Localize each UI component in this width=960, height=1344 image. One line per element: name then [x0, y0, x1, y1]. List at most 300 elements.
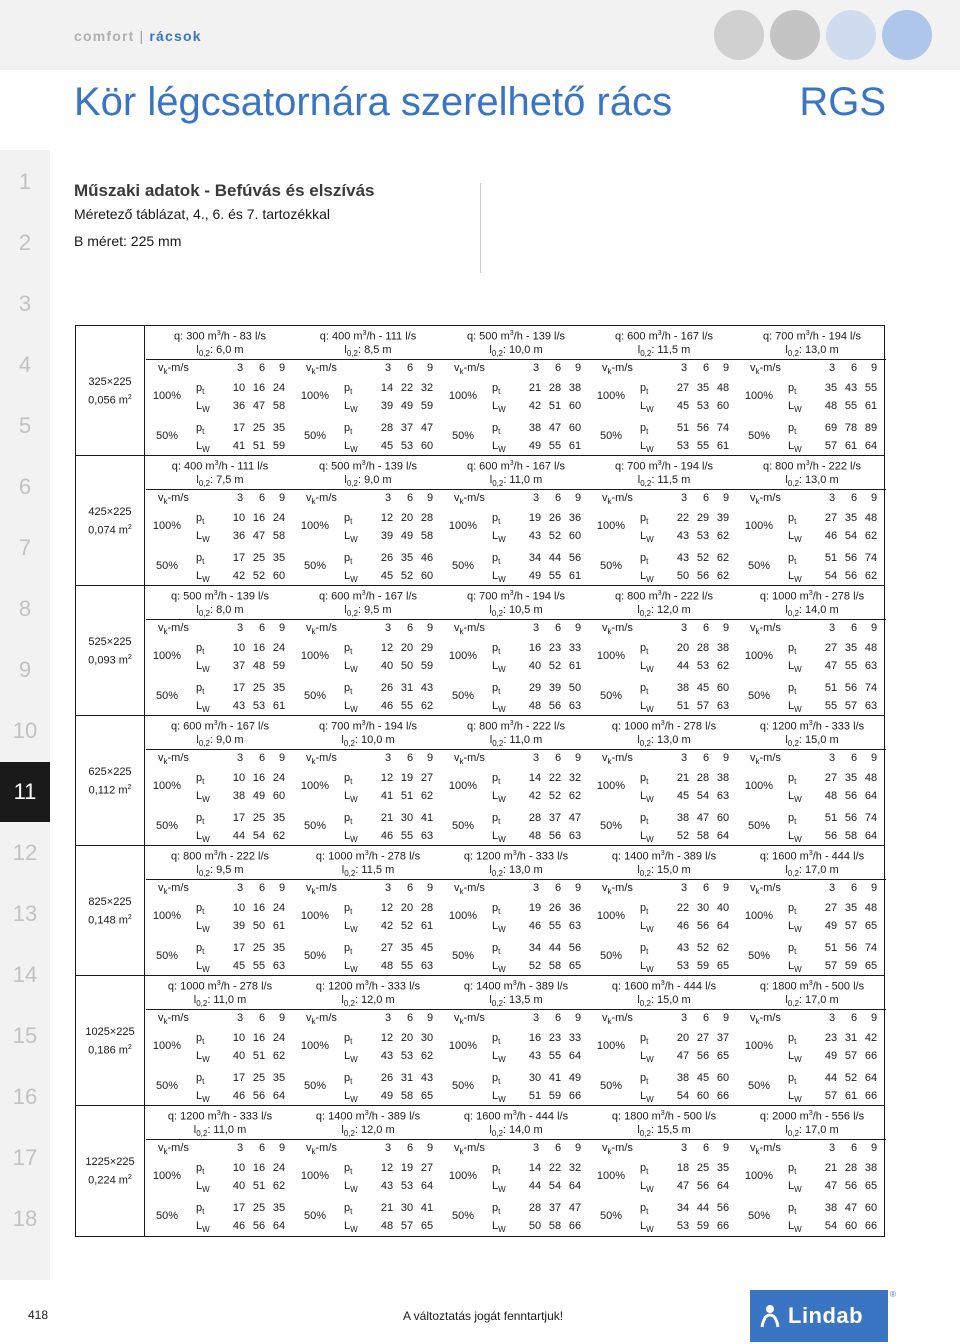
throw-symbol: l: [341, 734, 344, 746]
sound-symbol-symbol: L: [196, 530, 203, 542]
sound-symbol-symbol: L: [788, 1090, 795, 1102]
velocity-label-symbol: v: [454, 492, 460, 504]
airflow-rate: [590, 720, 738, 733]
pressure-symbol: [196, 682, 205, 697]
logo-text: Lindab: [788, 1303, 864, 1328]
damper-opening: 100%: [152, 650, 182, 662]
throw-subscript: 0,2: [491, 349, 503, 359]
sound-label: [344, 1090, 358, 1104]
sound-value: 59: [272, 440, 286, 452]
throw-subscript: 0,2: [787, 479, 799, 489]
flow-block: [146, 976, 294, 1106]
sound-label: [640, 660, 654, 674]
sound-value: 53: [400, 440, 414, 452]
airflow-rest: /h - 222 l/s: [809, 460, 862, 473]
pressure-symbol-subscript: t: [646, 1037, 649, 1047]
airflow-rate: [442, 980, 590, 993]
sound-symbol-subscript: W: [794, 965, 802, 975]
pressure-symbol-subscript: t: [350, 427, 353, 437]
throw-value: : 9,0 m: [357, 474, 392, 486]
free-area: [88, 650, 132, 669]
pressure-symbol-symbol: p: [196, 772, 203, 784]
sound-value: 41: [380, 790, 394, 802]
sound-symbol-symbol: L: [344, 700, 351, 712]
airflow-unit-exponent: 3: [808, 590, 813, 597]
sound-value: 64: [272, 1090, 286, 1102]
sound-value: 40: [380, 660, 394, 672]
pressure-value: 32: [420, 382, 434, 394]
sound-symbol-subscript: W: [202, 925, 210, 935]
pressure-value: 32: [568, 1162, 582, 1174]
pressure-symbol-subscript: t: [202, 687, 205, 697]
pressure-symbol-symbol: p: [492, 902, 499, 914]
sound-symbol-symbol: L: [640, 570, 647, 582]
pressure-value: 37: [548, 1202, 562, 1214]
damper-opening: 100%: [596, 780, 626, 792]
flow-block: [294, 846, 442, 976]
sound-symbol: [788, 960, 802, 975]
throw-value: : 9,5 m: [209, 864, 244, 876]
sound-label: [196, 570, 210, 584]
sound-symbol-subscript: W: [794, 535, 802, 545]
velocity-label-unit: -m/s: [167, 882, 189, 894]
header-rule: [738, 359, 886, 360]
sound-value: 66: [568, 1090, 582, 1102]
sound-value: 64: [568, 1050, 582, 1062]
airflow-rate: [590, 1110, 738, 1123]
sound-value: 58: [272, 400, 286, 412]
pressure-value: 38: [716, 642, 730, 654]
throw-distance: [738, 474, 886, 488]
chapter-nav-item[interactable]: 6: [18, 474, 32, 499]
damper-opening: 50%: [599, 560, 623, 572]
velocity-col-6: 6: [406, 1142, 414, 1154]
chapter-nav-item[interactable]: 10: [12, 718, 38, 743]
throw-distance: [294, 474, 442, 488]
velocity-col-3: 3: [828, 1012, 836, 1024]
pressure-label: [196, 382, 204, 396]
sound-symbol-subscript: W: [202, 535, 210, 545]
velocity-label-subscript: k: [607, 1147, 612, 1157]
sound-symbol: [640, 400, 654, 415]
grille-size: 1225×225: [85, 1155, 135, 1168]
chapter-nav-item[interactable]: 2: [18, 230, 32, 255]
airflow-rest: /h - 222 l/s: [661, 590, 714, 603]
damper-opening: 100%: [300, 910, 330, 922]
pressure-symbol: [196, 1202, 205, 1217]
chapter-nav-item[interactable]: 8: [18, 596, 32, 621]
chapter-nav-item[interactable]: 7: [18, 535, 32, 560]
sound-symbol-subscript: W: [202, 445, 210, 455]
throw-value: : 9,0 m: [209, 734, 244, 746]
airflow-rest: /h - 333 l/s: [516, 850, 569, 863]
pressure-value: 24: [272, 642, 286, 654]
pressure-symbol: [788, 382, 797, 397]
throw-subscript: 0,2: [196, 1129, 208, 1139]
chapter-nav-item[interactable]: 16: [12, 1084, 38, 1109]
pressure-symbol-subscript: t: [350, 687, 353, 697]
pressure-value: 56: [844, 682, 858, 694]
velocity-label: [158, 752, 189, 767]
throw-symbol: l: [344, 604, 347, 616]
velocity-label-symbol: v: [306, 362, 312, 374]
flow-block: [294, 586, 442, 716]
flow-block: [442, 326, 590, 456]
pressure-symbol-symbol: p: [196, 942, 203, 954]
pressure-symbol-symbol: p: [640, 642, 647, 654]
pressure-value: 33: [568, 642, 582, 654]
sound-value: 66: [864, 1050, 878, 1062]
airflow-rest: /h - 333 l/s: [368, 980, 421, 993]
pressure-value: 17: [232, 552, 246, 564]
pressure-value: 30: [400, 1202, 414, 1214]
airflow-unit-exponent: 3: [660, 720, 665, 727]
header-rule: [294, 1139, 442, 1140]
chapter-nav-item[interactable]: 11: [0, 762, 50, 822]
sound-value: 56: [696, 570, 710, 582]
pressure-label: [492, 422, 500, 436]
pressure-value: 43: [844, 382, 858, 394]
airflow-unit-exponent: 3: [509, 330, 514, 337]
velocity-header: [454, 752, 485, 766]
pressure-value: 20: [676, 642, 690, 654]
velocity-label-subscript: k: [755, 367, 760, 377]
damper-opening: 100%: [448, 910, 478, 922]
pressure-label: [640, 382, 648, 396]
throw-value: : 17,0 m: [798, 994, 839, 1006]
sound-symbol-subscript: W: [350, 1225, 358, 1235]
sound-value: 44: [232, 830, 246, 842]
pressure-symbol: [788, 422, 797, 437]
airflow-rest: /h - 278 l/s: [664, 720, 717, 733]
sound-value: 48: [528, 830, 542, 842]
throw-symbol: l: [489, 604, 492, 616]
velocity-label-unit: -m/s: [611, 362, 633, 374]
velocity-header: [602, 1012, 633, 1026]
sound-symbol: [640, 700, 654, 715]
airflow-value: q: 600 m: [170, 720, 214, 733]
sound-symbol-symbol: L: [640, 1090, 647, 1102]
sound-value: 65: [864, 1180, 878, 1192]
pressure-symbol-symbol: p: [196, 1162, 203, 1174]
throw-subscript: 0,2: [346, 609, 358, 619]
sound-label: [492, 1090, 506, 1104]
velocity-header: [306, 882, 337, 896]
sound-value: 66: [568, 1220, 582, 1232]
airflow-rest: /h - 556 l/s: [812, 1110, 865, 1123]
header-rule: [146, 749, 294, 750]
pressure-label: [640, 1032, 648, 1046]
table-description: Méretező táblázat, 4., 6. és 7. tartozékkal: [74, 206, 331, 222]
chapter-nav-item[interactable]: 14: [12, 962, 38, 987]
velocity-col-6: 6: [554, 622, 562, 634]
pressure-symbol: [492, 1202, 501, 1217]
sound-value: 57: [824, 1090, 838, 1102]
sound-symbol-symbol: L: [492, 440, 499, 452]
pressure-symbol: [492, 902, 501, 917]
throw-symbol: l: [489, 1124, 492, 1136]
velocity-col-9: 9: [870, 1012, 878, 1024]
pressure-symbol-subscript: t: [794, 1207, 797, 1217]
velocity-col-6: 6: [406, 752, 414, 764]
sound-value: 36: [232, 530, 246, 542]
pressure-value: 20: [400, 512, 414, 524]
pressure-symbol: [196, 642, 205, 657]
pressure-value: 20: [400, 902, 414, 914]
pressure-value: 24: [272, 1162, 286, 1174]
velocity-header: [602, 492, 633, 506]
pressure-symbol: [344, 1202, 353, 1217]
velocity-col-9: 9: [870, 882, 878, 894]
pressure-symbol: [640, 512, 649, 527]
throw-symbol: l: [637, 474, 641, 486]
size-b-description: B méret: 225 mm: [74, 233, 182, 249]
airflow-unit-exponent: 3: [512, 980, 517, 987]
damper-opening: 50%: [155, 430, 179, 442]
sound-value: 63: [864, 700, 878, 712]
throw-symbol: l: [785, 1124, 788, 1136]
flow-block: [738, 586, 886, 716]
throw-value: : 11,0 m: [207, 1124, 247, 1136]
free-area-unit-exponent: 2: [127, 913, 132, 921]
sound-symbol-subscript: W: [794, 835, 802, 845]
pressure-value: 56: [716, 1202, 730, 1214]
pressure-label: [788, 642, 796, 656]
airflow-rest: /h - 111 l/s: [366, 330, 417, 343]
sound-symbol: [640, 830, 654, 845]
velocity-col-9: 9: [278, 752, 286, 764]
sound-symbol-symbol: L: [492, 1090, 499, 1102]
damper-opening: 50%: [599, 1210, 623, 1222]
velocity-col-9: 9: [574, 622, 582, 634]
pressure-value: 60: [716, 812, 730, 824]
sound-label: [788, 790, 802, 804]
chapter-nav-item[interactable]: 13: [12, 901, 38, 926]
sound-value: 64: [864, 830, 878, 842]
header-rule: [146, 1009, 294, 1010]
sound-value: 56: [548, 700, 562, 712]
damper-opening: 100%: [448, 650, 478, 662]
sound-symbol: [788, 530, 802, 545]
sound-value: 61: [568, 660, 582, 672]
velocity-header: [602, 622, 633, 636]
pressure-value: 74: [864, 682, 878, 694]
pressure-label: [344, 512, 352, 526]
pressure-value: 44: [824, 1072, 838, 1084]
velocity-label-symbol: v: [306, 1142, 312, 1154]
pressure-symbol-subscript: t: [794, 1167, 797, 1177]
sound-symbol-subscript: W: [350, 965, 358, 975]
velocity-label-symbol: v: [158, 1012, 164, 1024]
pressure-symbol-subscript: t: [350, 817, 353, 827]
velocity-label-symbol: v: [454, 752, 460, 764]
velocity-col-9: 9: [426, 492, 434, 504]
pressure-value: 36: [568, 902, 582, 914]
grille-size: 1025×225: [85, 1025, 135, 1038]
velocity-label-subscript: k: [311, 367, 316, 377]
pressure-value: 23: [824, 1032, 838, 1044]
sound-label: [788, 1090, 802, 1104]
pressure-value: 31: [400, 1072, 414, 1084]
sound-label: [640, 440, 654, 454]
velocity-label-symbol: v: [750, 1142, 756, 1154]
sound-symbol-symbol: L: [788, 960, 795, 972]
pressure-symbol-subscript: t: [202, 557, 205, 567]
pressure-value: 28: [528, 1202, 542, 1214]
throw-subscript: 0,2: [787, 349, 799, 359]
sound-symbol-subscript: W: [350, 1185, 358, 1195]
pressure-symbol: [196, 1162, 205, 1177]
pressure-value: 19: [528, 902, 542, 914]
sound-symbol-symbol: L: [492, 570, 499, 582]
pressure-symbol-symbol: p: [492, 642, 499, 654]
sound-symbol: [640, 530, 654, 545]
sound-symbol-subscript: W: [646, 665, 654, 675]
velocity-label-subscript: k: [311, 757, 316, 767]
chapter-nav-item[interactable]: 15: [12, 1023, 38, 1048]
pressure-symbol-symbol: p: [344, 682, 351, 694]
pressure-label: [196, 1032, 204, 1046]
airflow-value: q: 1600 m: [759, 850, 809, 863]
pressure-value: 24: [272, 512, 286, 524]
sound-value: 56: [844, 1180, 858, 1192]
velocity-header: [750, 1012, 781, 1026]
velocity-col-9: 9: [426, 882, 434, 894]
sound-value: 56: [824, 830, 838, 842]
pressure-symbol-subscript: t: [794, 687, 797, 697]
pressure-label: [640, 812, 648, 826]
airflow-value: q: 1400 m: [463, 980, 513, 993]
sound-symbol-subscript: W: [646, 405, 654, 415]
pressure-symbol-subscript: t: [350, 517, 353, 527]
airflow-unit-exponent: 3: [364, 850, 369, 857]
pressure-symbol-symbol: p: [344, 902, 351, 914]
sound-symbol-symbol: L: [344, 830, 351, 842]
grille-size-label: [76, 1106, 145, 1236]
sound-value: 55: [548, 1050, 562, 1062]
pressure-symbol: [196, 1072, 205, 1087]
pressure-label: [492, 1072, 500, 1086]
sound-value: 63: [420, 960, 434, 972]
sound-symbol: [640, 920, 654, 935]
pressure-symbol-subscript: t: [498, 427, 501, 437]
sound-value: 57: [844, 700, 858, 712]
pressure-value: 17: [232, 812, 246, 824]
throw-symbol: l: [196, 474, 199, 486]
sound-symbol-subscript: W: [646, 1055, 654, 1065]
pressure-value: 22: [676, 902, 690, 914]
velocity-col-6: 6: [850, 1142, 858, 1154]
sound-symbol-subscript: W: [646, 1185, 654, 1195]
pressure-symbol: [344, 1032, 353, 1047]
damper-opening: 100%: [152, 1040, 182, 1052]
sound-value: 53: [696, 400, 710, 412]
sound-symbol-symbol: L: [640, 700, 647, 712]
airflow-rest: /h - 194 l/s: [513, 590, 566, 603]
sound-symbol-subscript: W: [646, 835, 654, 845]
damper-opening: 50%: [747, 950, 771, 962]
pressure-value: 35: [272, 422, 286, 434]
sound-value: 53: [696, 530, 710, 542]
sound-symbol-subscript: W: [350, 835, 358, 845]
chapter-nav-item[interactable]: 9: [18, 657, 32, 682]
airflow-value: q: 700 m: [762, 330, 806, 343]
velocity-header: [602, 1142, 633, 1156]
sound-symbol-symbol: L: [196, 830, 203, 842]
pressure-symbol-symbol: p: [640, 812, 647, 824]
sound-value: 46: [824, 530, 838, 542]
throw-subscript: 0,2: [196, 999, 208, 1009]
airflow-unit-exponent: 3: [660, 850, 665, 857]
velocity-col-6: 6: [258, 882, 266, 894]
chapter-nav-item[interactable]: 4: [18, 352, 32, 377]
velocity-col-3: 3: [532, 362, 540, 374]
sound-value: 39: [380, 400, 394, 412]
table-row-band: [76, 846, 884, 976]
pressure-value: 43: [676, 552, 690, 564]
sound-symbol-symbol: L: [492, 400, 499, 412]
throw-symbol: l: [785, 344, 788, 356]
throw-symbol: l: [785, 864, 788, 876]
pressure-symbol-symbol: p: [196, 682, 203, 694]
airflow-value: q: 1800 m: [759, 980, 809, 993]
pressure-symbol: [344, 772, 353, 787]
pressure-symbol-subscript: t: [498, 557, 501, 567]
airflow-unit-exponent: 3: [657, 590, 662, 597]
velocity-label: [306, 362, 337, 377]
pressure-label: [492, 1032, 500, 1046]
chapter-nav-item[interactable]: 12: [12, 840, 38, 865]
airflow-rest: /h - 333 l/s: [220, 1110, 273, 1123]
damper-opening: 100%: [448, 1040, 478, 1052]
velocity-label-subscript: k: [163, 887, 168, 897]
sound-value: 62: [716, 570, 730, 582]
header-rule: [146, 619, 294, 620]
throw-symbol: l: [637, 994, 640, 1006]
sound-symbol: [788, 570, 802, 585]
sound-value: 38: [232, 790, 246, 802]
sound-label: [640, 1220, 654, 1234]
pressure-value: 52: [696, 942, 710, 954]
sound-symbol: [492, 920, 506, 935]
pressure-value: 39: [716, 512, 730, 524]
sound-symbol: [788, 660, 802, 675]
sound-value: 61: [568, 570, 582, 582]
sound-value: 62: [568, 790, 582, 802]
throw-distance: [590, 344, 738, 358]
sound-value: 63: [272, 960, 286, 972]
airflow-unit-exponent: 3: [216, 980, 221, 987]
sound-value: 48: [528, 700, 542, 712]
sound-value: 48: [824, 790, 838, 802]
pressure-value: 27: [420, 772, 434, 784]
sound-label: [344, 1180, 358, 1194]
pressure-value: 28: [420, 512, 434, 524]
sound-symbol-subscript: W: [794, 405, 802, 415]
sound-value: 49: [824, 1050, 838, 1062]
chapter-nav-item[interactable]: 3: [18, 291, 32, 316]
pressure-symbol-symbol: p: [196, 812, 203, 824]
chapter-nav-item[interactable]: 17: [12, 1145, 38, 1170]
velocity-col-9: 9: [278, 362, 286, 374]
chapter-nav-item[interactable]: 1: [18, 169, 32, 194]
velocity-label-subscript: k: [607, 887, 612, 897]
pressure-symbol-subscript: t: [498, 687, 501, 697]
chapter-nav-item[interactable]: 18: [12, 1206, 38, 1231]
chapter-nav-item[interactable]: 5: [18, 413, 32, 438]
velocity-label-subscript: k: [755, 887, 760, 897]
throw-distance: [590, 734, 738, 748]
